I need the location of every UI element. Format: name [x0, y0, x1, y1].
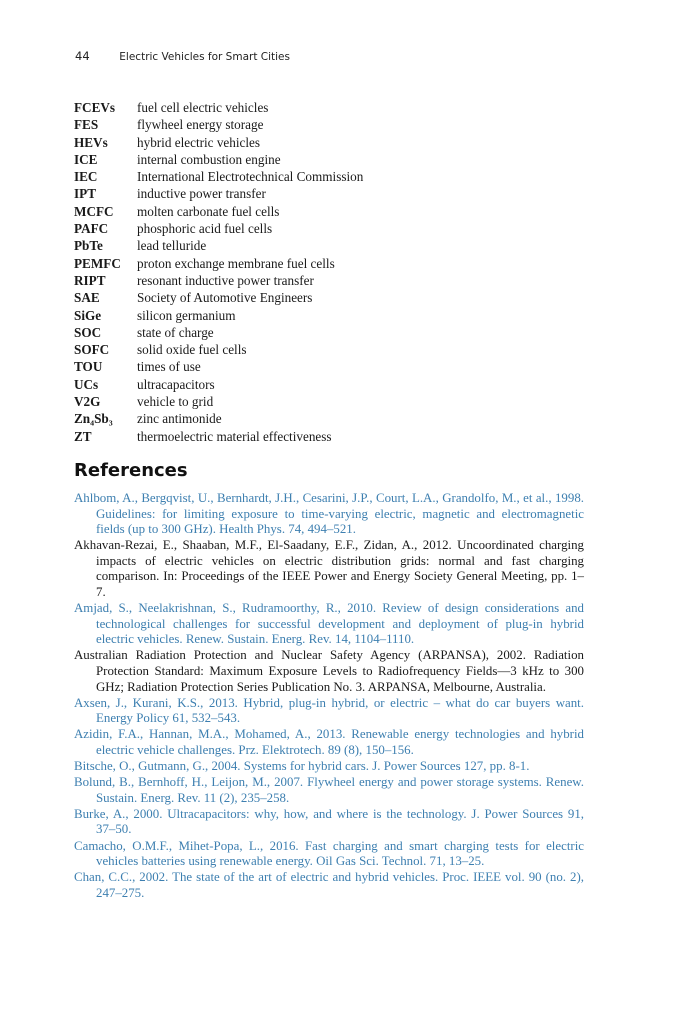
abbreviation-row: [74, 358, 594, 375]
page-number: 44: [75, 49, 90, 63]
abbreviation-definition: zinc antimonide: [137, 411, 222, 427]
abbreviation-definition: internal combustion engine: [137, 151, 281, 167]
reference-link[interactable]: Axsen, J., Kurani, K.S., 2013. Hybrid, plug-in hybrid, or electric – what do car buyers want. Energy Policy 61, 532–543.: [74, 695, 584, 726]
abbreviation-term: ICE: [74, 151, 98, 167]
reference-list: [74, 491, 584, 902]
abbreviation-term: SOFC: [74, 342, 110, 358]
abbreviation-term: RIPT: [74, 272, 106, 288]
abbreviation-definition: phosphoric acid fuel cells: [137, 221, 273, 237]
abbreviation-definition: solid oxide fuel cells: [137, 342, 247, 358]
abbreviation-definition: molten carbonate fuel cells: [137, 203, 280, 219]
abbreviation-row: [74, 324, 594, 341]
reference-link[interactable]: Amjad, S., Neelakrishnan, S., Rudramoorthy, R., 2010. Review of design considerations and technological challenges for successful development and deployment of plug-in hybrid electric vehicles. Renew. Sustain. Energ. Rev. 14, 1104–1110.: [74, 601, 584, 647]
abbreviation-definition: flywheel energy storage: [137, 117, 264, 133]
abbreviation-definition: vehicle to grid: [137, 394, 214, 410]
abbreviation-definition: ultracapacitors: [137, 376, 215, 392]
abbreviation-row: [74, 203, 594, 220]
abbreviation-definition: thermoelectric material effectiveness: [137, 428, 332, 444]
abbreviation-definition: inductive power transfer: [137, 186, 266, 202]
abbreviation-definition: fuel cell electric vehicles: [137, 100, 269, 115]
abbreviation-row: [74, 289, 594, 306]
abbreviation-row: [74, 237, 594, 254]
running-header: [75, 49, 290, 63]
reference-link[interactable]: Azidin, F.A., Hannan, M.A., Mohamed, A., 2013. Renewable energy technologies and hybrid electric vehicle challenges. Prz. Elektrotech. 89 (8), 150–156.: [74, 727, 584, 757]
abbreviation-term: V2G: [74, 394, 101, 410]
abbreviation-definition: silicon germanium: [137, 307, 236, 323]
abbreviation-list: [74, 99, 594, 445]
abbreviation-row: [74, 376, 594, 393]
abbreviation-definition: resonant inductive power transfer: [137, 272, 314, 288]
running-title: Electric Vehicles for Smart Cities: [119, 51, 290, 63]
abbreviation-row: [74, 307, 594, 324]
abbreviation-term: Zn₄Sb₃: [74, 411, 113, 427]
abbreviation-term: PbTe: [74, 238, 103, 254]
reference-entry: Australian Radiation Protection and Nuclear Safety Agency (ARPANSA), 2002. Radiation Protection Standard: Maximum Exposure Levels to Radiofrequency Fields—3 kHz to 300 GHz; Radiation Protection Series Publication No. 3. ARPANSA, Melbourne, Australia.: [74, 648, 584, 694]
abbreviation-term: TOU: [74, 359, 103, 375]
abbreviation-row: [74, 428, 594, 445]
abbreviation-definition: International Electrotechnical Commission: [137, 169, 364, 185]
abbreviation-row: [74, 255, 594, 272]
reference-link[interactable]: Chan, C.C., 2002. The state of the art of electric and hybrid vehicles. Proc. IEEE vol. 90 (no. 2), 247–275.: [74, 870, 584, 900]
abbreviation-row: [74, 393, 594, 410]
abbreviation-row: [74, 410, 594, 427]
abbreviation-term: SAE: [74, 290, 100, 306]
abbreviation-row: [74, 151, 594, 168]
abbreviation-term: MCFC: [74, 203, 114, 219]
reference-link[interactable]: Camacho, O.M.F., Mihet-Popa, L., 2016. Fast charging and smart charging tests for electric vehicles batteries using renewable energy. Oil Gas Sci. Technol. 71, 13–25.: [74, 838, 584, 869]
abbreviation-term: HEVs: [74, 134, 108, 150]
reference-link[interactable]: Bitsche, O., Gutmann, G., 2004. Systems for hybrid cars. J. Power Sources 127, pp. 8-1.: [74, 759, 530, 774]
abbreviation-term: ZT: [74, 428, 92, 444]
abbreviation-definition: times of use: [137, 359, 201, 375]
abbreviation-row: [74, 99, 594, 116]
abbreviation-term: UCs: [74, 376, 99, 392]
abbreviation-definition: hybrid electric vehicles: [137, 134, 261, 150]
reference-link[interactable]: Burke, A., 2000. Ultracapacitors: why, how, and where is the technology. J. Power Sources 91, 37–50.: [74, 806, 584, 837]
abbreviation-term: FES: [74, 117, 99, 133]
abbreviation-row: [74, 220, 594, 237]
reference-entry: Akhavan-Rezai, E., Shaaban, M.F., El-Saadany, E.F., Zidan, A., 2012. Uncoordinated charging impacts of electric vehicles on electric distribution grids: normal and fast charging comparison. In: Proceedings of the IEEE Power and Energy Society General Meeting, pp. 1–7.: [74, 538, 584, 600]
abbreviation-row: [74, 341, 594, 358]
abbreviation-definition: proton exchange membrane fuel cells: [137, 255, 335, 271]
abbreviation-definition: state of charge: [137, 324, 214, 340]
reference-link[interactable]: Bolund, B., Bernhoff, H., Leijon, M., 2007. Flywheel energy and power storage systems. Renew. Sustain. Energ. Rev. 11 (2), 235–258.: [74, 775, 584, 805]
abbreviation-term: FCEVs: [74, 100, 116, 115]
abbreviation-term: IEC: [74, 169, 98, 185]
references-heading: References: [74, 460, 188, 481]
abbreviation-row: [74, 116, 594, 133]
abbreviation-definition: lead telluride: [137, 238, 207, 254]
abbreviation-row: [74, 168, 594, 185]
abbreviation-term: SiGe: [74, 307, 102, 323]
abbreviation-term: PEMFC: [74, 255, 121, 271]
abbreviation-row: [74, 134, 594, 151]
abbreviation-term: SOC: [74, 324, 102, 340]
abbreviation-definition: Society of Automotive Engineers: [137, 290, 313, 306]
abbreviation-term: IPT: [74, 186, 96, 202]
reference-link[interactable]: Ahlbom, A., Bergqvist, U., Bernhardt, J.H., Cesarini, J.P., Court, L.A., Grandolfo, M., et al., 1998. Guidelines: for limiting exposure to time-varying electric, magnetic and electromagnetic fields (up to 300 GHz). Health Phys. 74, 494–521.: [74, 491, 584, 537]
abbreviation-term: PAFC: [74, 221, 109, 237]
abbreviation-row: [74, 185, 594, 202]
abbreviation-row: [74, 272, 594, 289]
